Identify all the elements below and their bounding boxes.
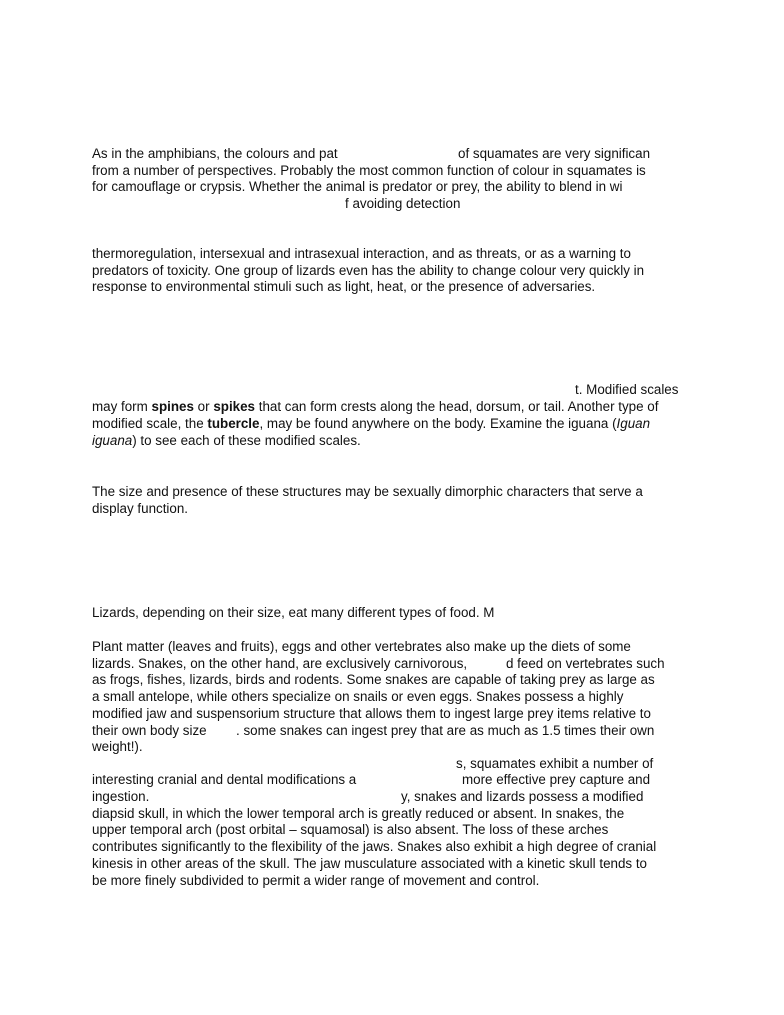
p3-text: or xyxy=(193,399,214,414)
p2-line3: response to environmental stimuli such as light, heat, or the presence of adversaries. xyxy=(92,279,596,294)
p1-line1b: of squamates are very significan xyxy=(458,146,651,161)
p6-line11: diapsid skull, in which the lower temporal arch is greatly reduced or absent. In snakes, the xyxy=(92,806,625,821)
p3-line2 xyxy=(92,399,658,415)
p6-line8: s, squamates exhibit a number of xyxy=(456,756,654,771)
p3-text: modified scale, the xyxy=(92,416,208,431)
species-name-epithet: iguana xyxy=(92,433,133,448)
species-name-genus: Iguan xyxy=(616,416,651,431)
p3-text: that can form crests along the head, dorsum, or tail. Another type of xyxy=(255,399,659,414)
p3-text: , may be found anywhere on the body. Examine the iguana ( xyxy=(259,416,617,431)
p6-line12: upper temporal arch (post orbital – squamosal) is also absent. The loss of these arches xyxy=(92,822,609,837)
p6-line6a: their own body size xyxy=(92,723,207,738)
p3-text: may form xyxy=(92,399,152,414)
term-spines: spines xyxy=(151,399,194,414)
term-tubercle: tubercle xyxy=(207,416,260,431)
p6-line6b: . some snakes can ingest prey that are as much as 1.5 times their own xyxy=(236,723,655,738)
p2-line2: predators of toxicity. One group of lizards even has the ability to change colour very quickly in xyxy=(92,263,645,278)
p6-line2a: lizards. Snakes, on the other hand, are exclusively carnivorous, xyxy=(92,656,468,671)
p3-line1: t. Modified scales xyxy=(575,382,679,397)
p6-line5: modified jaw and suspensorium structure that allows them to ingest large prey items relative to xyxy=(92,706,651,721)
term-spikes: spikes xyxy=(213,399,256,414)
p6-line7: weight!). xyxy=(92,739,143,754)
p1-line1a: As in the amphibians, the colours and pat xyxy=(92,146,338,161)
p3-line4 xyxy=(92,433,361,449)
p3-line3 xyxy=(92,416,650,432)
p5-line1: Lizards, depending on their size, eat many different types of food. M xyxy=(92,605,495,620)
p1-line4: f avoiding detection xyxy=(345,196,461,211)
p2-line1: thermoregulation, intersexual and intrasexual interaction, and as threats, or as a warning to xyxy=(92,246,631,261)
p6-line10b: y, snakes and lizards possess a modified xyxy=(401,789,644,804)
p1-line2: from a number of perspectives. Probably the most common function of colour in squamates is xyxy=(92,163,646,178)
p3-text: ) to see each of these modified scales. xyxy=(132,433,361,448)
p6-line10a: ingestion. xyxy=(92,789,150,804)
p1-line3: for camouflage or crypsis. Whether the animal is predator or prey, the ability to blend in wi xyxy=(92,179,623,194)
p6-line4: a small antelope, while others specialize on snails or even eggs. Snakes possess a highly xyxy=(92,689,624,704)
p6-line2b: d feed on vertebrates such xyxy=(506,656,665,671)
p4-line1: The size and presence of these structures may be sexually dimorphic characters that serve a xyxy=(92,484,643,499)
p6-line14: kinesis in other areas of the skull. The jaw musculature associated with a kinetic skull tends to xyxy=(92,856,647,871)
p6-line1: Plant matter (leaves and fruits), eggs and other vertebrates also make up the diets of some xyxy=(92,639,631,654)
p6-line3: as frogs, fishes, lizards, birds and rodents. Some snakes are capable of taking prey as large as xyxy=(92,672,655,687)
p6-line9b: more effective prey capture and xyxy=(462,772,651,787)
p6-line15: be more finely subdivided to permit a wider range of movement and control. xyxy=(92,873,540,888)
p6-line9a: interesting cranial and dental modifications a xyxy=(92,772,357,787)
p4-line2: display function. xyxy=(92,501,189,516)
p6-line13: contributes significantly to the flexibility of the jaws. Snakes also exhibit a high degree of cranial xyxy=(92,839,657,854)
